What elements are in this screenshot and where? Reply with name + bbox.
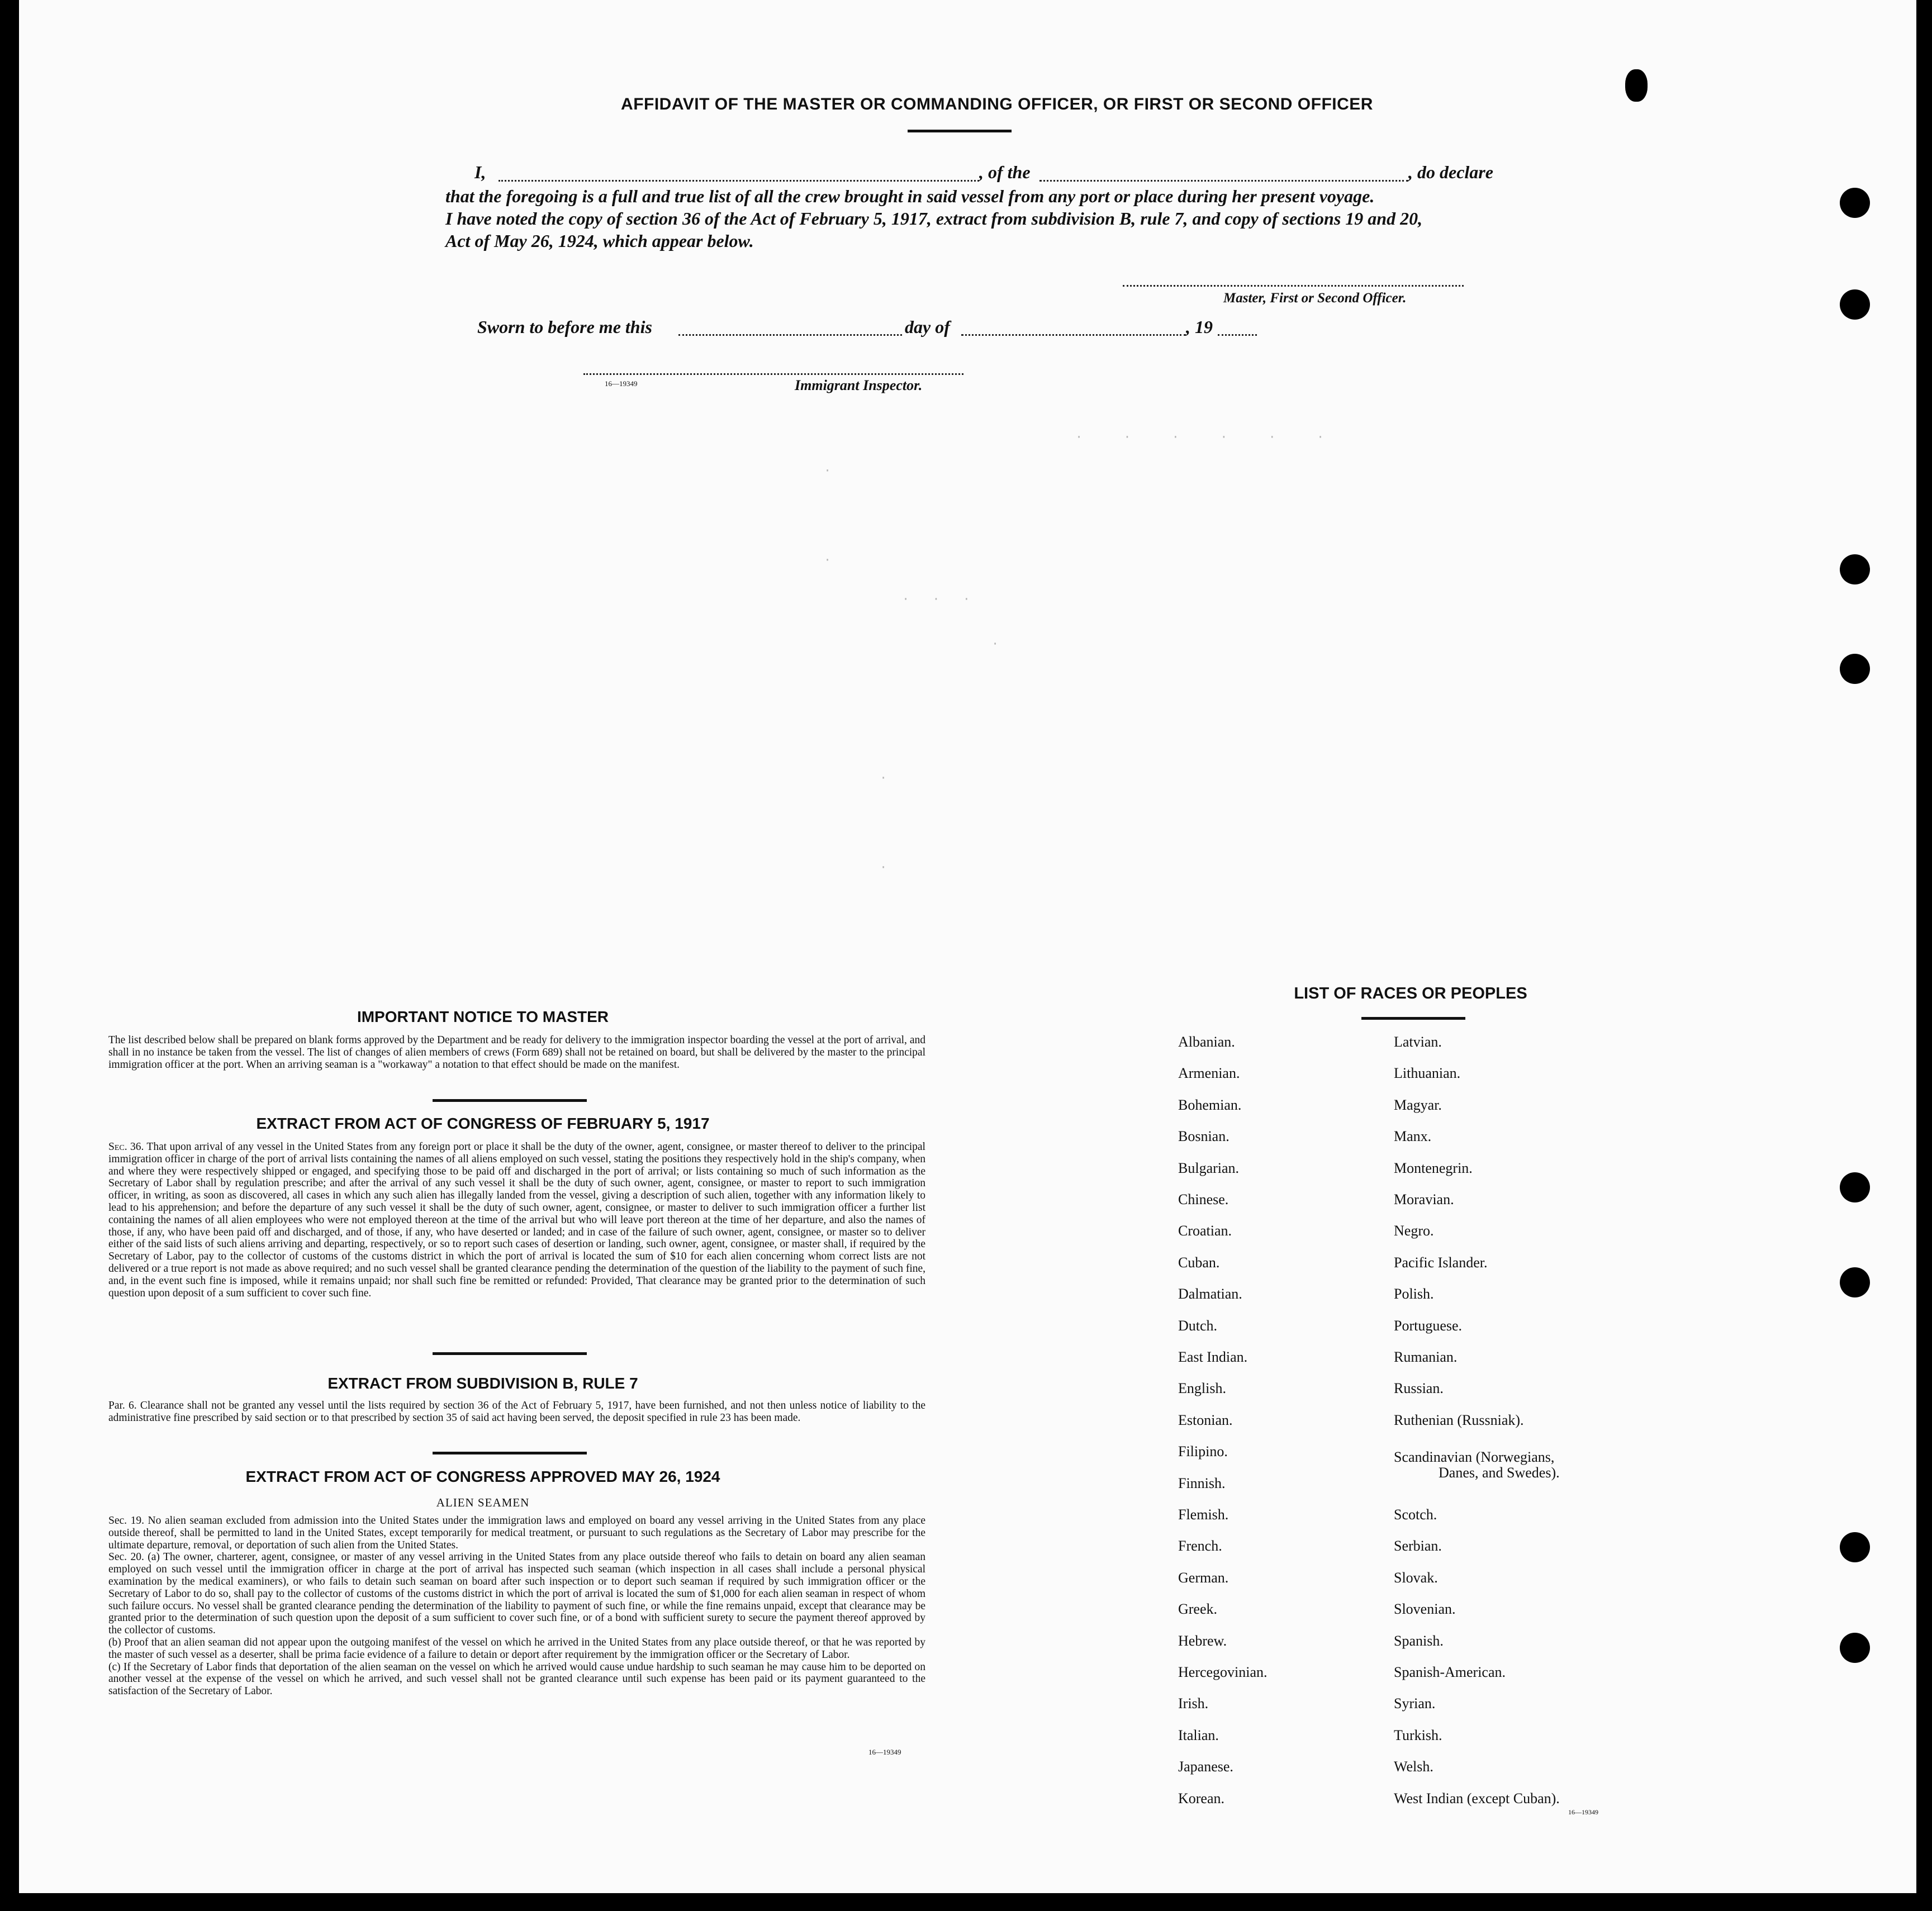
affidavit-line4: Act of May 26, 1924, which appear below. [445,231,754,251]
race-list-item: Hercegovinian. [1178,1664,1268,1680]
race-list-item: Turkish. [1394,1727,1442,1743]
binder-hole [1625,69,1648,102]
section-20b-text: (b) Proof that an alien seaman did not appear upon the outgoing manifest of the vessel on which he arrived in the United States from any place outside thereof, or that he was reported by the master of such vessel as a deserter, shall be prima facie evidence of a failure to detain or deport after requirement by the immigration officer or the Secretary of Labor. [108,1636,925,1661]
year-prefix-label: , 19 [1186,317,1213,337]
race-list-item: Irish. [1178,1695,1209,1712]
race-list-item: Cuban. [1178,1254,1220,1271]
race-list-item: Latvian. [1394,1034,1442,1050]
race-list-item: Hebrew. [1178,1633,1227,1649]
inspector-label: Immigrant Inspector. [795,377,923,393]
race-list-item: Slovenian. [1394,1601,1456,1617]
race-list-item: Spanish. [1394,1633,1444,1649]
race-list-item: Moravian. [1394,1191,1454,1208]
form-number-top: 16—19349 [605,379,638,388]
section-36-label: Sec. 36. [108,1141,144,1153]
race-list-item: Syrian. [1394,1695,1436,1712]
document-page [19,0,1916,1893]
sworn-label: Sworn to before me this [477,317,652,337]
notice-text: The list described below shall be prepared on blank forms approved by the Department and be ready for delivery to the immigration inspector boarding the vessel at the port of arrival, and shall in no instance be taken from the vessel. The list of changes of alien members of crews (Form 689) shall not be retained on board, but shall be delivered by the master to the principal immigration officer at the port. When an arriving seaman is a "workaway" a notation to that effect should be made on the manifest. [108,1034,925,1071]
affidavit-line3: I have noted the copy of section 36 of the Act of February 5, 1917, extract from subdivision B, rule 7, and copy of sections 19 and 20, [445,208,1423,229]
race-list-item: Dutch. [1178,1318,1218,1334]
binder-hole [1840,554,1870,584]
race-list-item: Dalmatian. [1178,1286,1242,1302]
binder-hole [1840,289,1870,320]
bleed-through-mark: · [824,553,832,567]
race-list-item: Chinese. [1178,1191,1229,1208]
race-list-item: Negro. [1394,1223,1434,1239]
master-signature-line[interactable] [1123,285,1464,287]
section-rule [433,1452,587,1454]
race-list-item: Greek. [1178,1601,1218,1617]
section-19-text: Sec. 19. No alien seaman excluded from admission into the United States under the immigration laws and employed on board any vessel arriving in the United States from any place outside thereof, shall be permitted to land in the United States, except temporarily for medical treatment, or pursuant to such regulations as the Secretary of Labor may prescribe for the ultimate departure, removal, or deportation of such alien from the United States. [108,1515,925,1551]
affidavit-line2: that the foregoing is a full and true list of all the crew brought in said vessel from any port or place during her present voyage. [445,186,1375,206]
binder-hole [1840,654,1870,684]
extract-1924-title: EXTRACT FROM ACT OF CONGRESS APPROVED MAY 26, 1924 [245,1468,720,1485]
race-list-item: Scandinavian (Norwegians, [1394,1449,1555,1465]
race-list-item: West Indian (except Cuban). [1394,1790,1560,1807]
bleed-through-mark: · [880,861,887,874]
race-list-item: Magyar. [1394,1097,1442,1113]
sworn-month-blank[interactable] [961,334,1186,336]
bleed-through-mark: · · · [902,592,979,606]
race-list-item: Korean. [1178,1790,1225,1807]
race-list-item: Danes, and Swedes). [1439,1465,1560,1481]
name-blank[interactable] [499,180,979,182]
race-list-item: Lithuanian. [1394,1065,1461,1081]
race-list-item: East Indian. [1178,1349,1248,1365]
race-list-item: Scotch. [1394,1506,1437,1523]
master-label: Master, First or Second Officer. [1223,291,1407,306]
race-list-item: French. [1178,1538,1222,1554]
race-list-item: Welsh. [1394,1758,1433,1775]
form-number-left: 16—19349 [868,1748,901,1756]
form-number-right: 16—19349 [1568,1808,1598,1816]
title-rule [908,130,1012,132]
binder-hole [1840,1532,1870,1562]
race-list-item: Ruthenian (Russniak). [1394,1412,1524,1428]
affidavit-title: AFFIDAVIT OF THE MASTER OR COMMANDING OFFICER, OR FIRST OR SECOND OFFICER [621,95,1373,113]
race-list-item: Bohemian. [1178,1097,1242,1113]
binder-hole [1840,1633,1870,1663]
section-rule [433,1099,587,1102]
binder-hole [1840,1172,1870,1202]
section-20c-text: (c) If the Secretary of Labor finds that deportation of the alien seaman on the vessel on which he arrived would cause undue hardship to such seaman he may cause him to be deported on another vessel at the expense of the vessel on which he arrived, and such vessel shall not be granted clearance until such expense has been paid or its payment guaranteed to the satisfaction of the Secretary of Labor. [108,1661,925,1698]
day-of-label: day of [905,317,950,337]
race-list-item: Croatian. [1178,1223,1232,1239]
race-list-item: Bosnian. [1178,1128,1230,1144]
section-rule [433,1352,587,1355]
extract-1917-body [108,1141,925,1299]
race-list-item: Pacific Islander. [1394,1254,1488,1271]
race-list-item: Armenian. [1178,1065,1240,1081]
race-list-item: Manx. [1394,1128,1432,1144]
alien-seamen-subtitle: ALIEN SEAMEN [436,1496,530,1509]
race-list-item: Italian. [1178,1727,1219,1743]
sworn-day-blank[interactable] [678,334,902,336]
affidavit-i-label: I, [474,162,486,182]
section-20a-text: Sec. 20. (a) The owner, charterer, agent, consignee, or master of any vessel arriving in the United States from any place outside thereof who fails to detain on board any alien seaman employed on such vessel until the immigration officer in charge at the port of arrival has inspected such seaman (which inspection in all cases shall include a personal physical examination by the medical examiners), or who fails to detain such seaman on board after such inspection or to deport such seaman if required by such immigration officer or the Secretary of Labor to do so, shall pay to the collector of customs of the customs district in which the port of arrival is located the sum of $1,000 for each alien seaman in respect of whom such failure occurs. No vessel shall be granted clearance pending the determination of the liability to payment of such fine, or while the fine remains unpaid, except that clearance may be granted prior to the determination of such question upon the deposit of a sum sufficient to cover such fine, or of a bond with sufficient surety to secure the payment thereof approved by the collector of customs. [108,1551,925,1637]
affidavit-of-the: , of the [979,162,1031,182]
race-list-item: Russian. [1394,1380,1444,1396]
section-36-text: That upon arrival of any vessel in the United States from any foreign port or place it shall be the duty of the owner, agent, consignee, or master thereof to deliver to the principal immigration officer in charge of the port of arrival lists containing the names of all aliens employed on such vessel, stating the positions they respectively hold in the ship's company, when and where they were respectively shipped or engaged, and specifying those to be paid off and discharged in the port of arrival; or lists containing so much of such information as the Secretary of Labor shall by regulation prescribe; and after the arrival of any such vessel it shall be the duty of such owner, agent, consignee, or master to report to such immigration officer, in writing, as soon as discovered, all cases in which any such alien has illegally landed from the vessel, giving a description of such alien, together with any information likely to lead to his apprehension; and before the departure of any such vessel it shall be the duty of such owner, agent, consignee, or master to deliver to such immigration officer a further list containing the names of all alien employees who were not employed thereon at the time of the arrival but who will leave port thereon at the time of her departure, and also the names of those, if any, who have been paid off and discharged, and of those, if any, who have deserted or landed; and in case of the failure of such owner, agent, consignee, or master so to deliver either of the said lists of such aliens arriving and departing, respectively, or so to report such cases of desertion or landing, such owner, agent, consignee, or master shall, if required by the Secretary of Labor, pay to the collector of customs of the customs district in which the port of arrival is located the sum of $10 for each alien concerning whom correct lists are not delivered or a true report is not made as above required; and no such vessel shall be granted clearance pending the determination of the question of the liability to the payment of such fine, and, in the event such fine is imposed, while it remains unpaid; nor shall such fine be remitted or refunded: Provided, That clearance may be granted prior to the determination of such question upon deposit of a sum sufficient to cover such fine. [108,1141,926,1299]
extract-1917-title: EXTRACT FROM ACT OF CONGRESS OF FEBRUARY 5, 1917 [256,1115,710,1132]
race-list-item: Montenegrin. [1394,1160,1473,1176]
rule7-title: EXTRACT FROM SUBDIVISION B, RULE 7 [327,1375,638,1392]
rule7-text: Par. 6. Clearance shall not be granted any vessel until the lists required by section 36 of the Act of February 5, 1917, have been furnished, and not then unless notice of liability to the administrative fine prescribed by said section or to that prescribed by section 35 of said act having been served, the deposit specified in rule 23 has been made. [108,1400,925,1424]
race-list-item: Filipino. [1178,1443,1228,1460]
race-list-item: Serbian. [1394,1538,1442,1554]
race-list-item: Rumanian. [1394,1349,1458,1365]
races-title-rule [1361,1017,1465,1020]
extract-1924-body [108,1515,925,1698]
sworn-year-blank[interactable] [1218,334,1257,336]
vessel-blank[interactable] [1039,180,1408,182]
races-title: LIST OF RACES OR PEOPLES [1294,985,1527,1002]
race-list-item: Portuguese. [1394,1318,1463,1334]
race-list-item: Spanish-American. [1394,1664,1506,1680]
race-list-item: Finnish. [1178,1475,1226,1491]
inspector-signature-line[interactable] [583,373,963,375]
bleed-through-mark: · [824,464,832,478]
race-list-item: Bulgarian. [1178,1160,1240,1176]
race-list-item: Estonian. [1178,1412,1233,1428]
race-list-item: English. [1178,1380,1226,1396]
race-list-item: Polish. [1394,1286,1434,1302]
race-list-item: Flemish. [1178,1506,1229,1523]
race-list-item: Japanese. [1178,1758,1233,1775]
bleed-through-mark: · [880,771,887,785]
bleed-through-mark: · [991,637,999,651]
bleed-through-mark: · · · · · · [1075,430,1341,444]
affidavit-do-declare: , do declare [1408,162,1493,182]
race-list-item: German. [1178,1570,1229,1586]
notice-title: IMPORTANT NOTICE TO MASTER [357,1008,609,1025]
binder-hole [1840,188,1870,218]
race-list-item: Albanian. [1178,1034,1235,1050]
race-list-item: Slovak. [1394,1570,1438,1586]
binder-hole [1840,1267,1870,1297]
